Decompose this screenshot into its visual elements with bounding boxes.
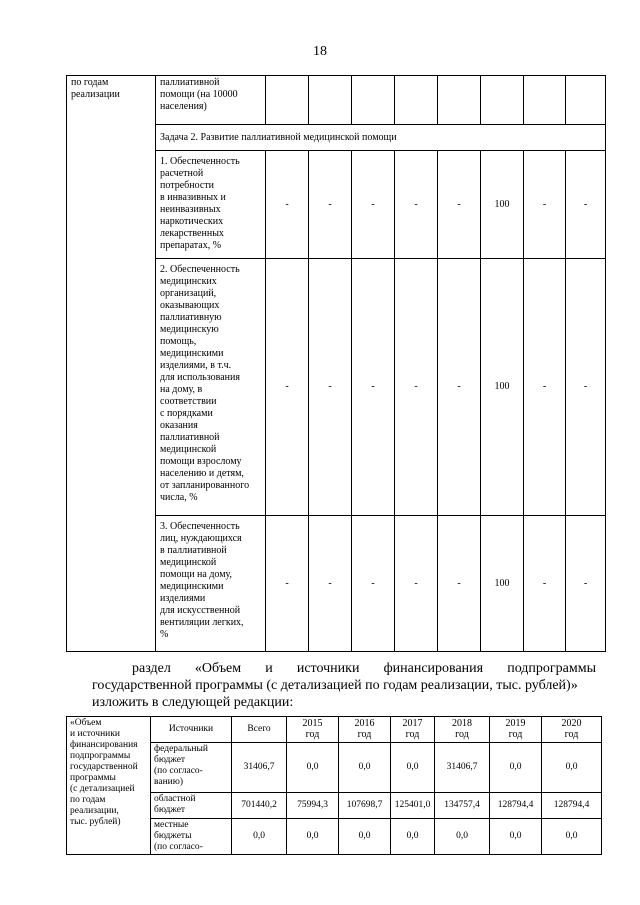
paragraph-line: государственной программы (с детализацией по годам реализации, тыс. рублей)» — [92, 678, 578, 693]
value-cell: - — [524, 516, 566, 652]
total-cell: 0,0 — [232, 819, 287, 855]
value-cell: - — [309, 151, 352, 259]
year-value-cell: 31406,7 — [435, 743, 490, 793]
total-cell: 31406,7 — [232, 743, 287, 793]
value-cell: 100 — [481, 151, 524, 259]
year-value-cell: 128794,4 — [490, 793, 542, 819]
year-value-cell: 0,0 — [490, 819, 542, 855]
year-value-cell: 128794,4 — [542, 793, 602, 819]
value-cell — [566, 76, 606, 125]
value-cell: - — [566, 151, 606, 259]
value-cell: - — [309, 259, 352, 516]
table-header-row — [67, 717, 602, 743]
value-cell: - — [438, 259, 481, 516]
indicator-label-cell: 3. Обеспеченность лиц, нуждающихся в паллиативной медицинской помощи на дому, медицинскими изделиями для искусственной вентиляции легких, % — [156, 516, 266, 652]
year-value-cell: 0,0 — [339, 819, 391, 855]
value-cell — [395, 76, 438, 125]
value-cell: - — [266, 516, 309, 652]
year-value-cell: 134757,4 — [435, 793, 490, 819]
year-value-cell: 0,0 — [339, 743, 391, 793]
paragraph-line: раздел «Объем и источники финансирования подпрограммы — [132, 661, 596, 676]
year-value-cell: 0,0 — [542, 819, 602, 855]
page-number: 18 — [313, 44, 327, 59]
year-value-cell: 75994,3 — [287, 793, 339, 819]
year-value-cell: 0,0 — [435, 819, 490, 855]
value-cell — [352, 76, 395, 125]
value-cell — [266, 76, 309, 125]
value-cell: - — [566, 516, 606, 652]
value-cell: - — [352, 259, 395, 516]
value-cell: - — [438, 516, 481, 652]
total-cell: 701440,2 — [232, 793, 287, 819]
year-value-cell: 0,0 — [287, 743, 339, 793]
year-value-cell: 0,0 — [391, 743, 435, 793]
source-cell: федеральный бюджет (по согласо- ванию) — [151, 743, 232, 793]
value-cell: - — [566, 259, 606, 516]
value-cell: 100 — [481, 516, 524, 652]
amendment-paragraph — [92, 660, 596, 711]
column-header: Источники — [151, 717, 232, 743]
value-cell — [481, 76, 524, 125]
section-label-cell: по годам реализации — [67, 76, 156, 652]
column-header: 2016 год — [339, 717, 391, 743]
value-cell: - — [352, 151, 395, 259]
value-cell: 100 — [481, 259, 524, 516]
column-header: 2017 год — [391, 717, 435, 743]
indicator-label-cell: 2. Обеспеченность медицинских организаций, оказывающих паллиативную медицинскую помощь, медицинскими изделиями, в т.ч. для использования на дому, в соответствии с порядками оказания паллиативной медицинской помощи взрослому населению и детям, от запланированного числа, % — [156, 259, 266, 516]
year-value-cell: 0,0 — [542, 743, 602, 793]
indicators-table — [66, 75, 606, 652]
value-cell: - — [438, 151, 481, 259]
source-cell: местные бюджеты (по согласо- — [151, 819, 232, 855]
value-cell: - — [395, 516, 438, 652]
value-cell: - — [266, 259, 309, 516]
column-header: 2018 год — [435, 717, 490, 743]
value-cell: - — [266, 151, 309, 259]
source-cell: областной бюджет — [151, 793, 232, 819]
year-value-cell: 107698,7 — [339, 793, 391, 819]
year-value-cell: 125401,0 — [391, 793, 435, 819]
column-header: 2015 год — [287, 717, 339, 743]
value-cell: - — [395, 259, 438, 516]
value-cell: - — [524, 259, 566, 516]
value-cell: - — [309, 516, 352, 652]
value-cell — [438, 76, 481, 125]
task-header-cell: Задача 2. Развитие паллиативной медицинской помощи — [156, 125, 606, 151]
value-cell: - — [524, 151, 566, 259]
year-value-cell: 0,0 — [490, 743, 542, 793]
year-value-cell: 0,0 — [287, 819, 339, 855]
column-header: Всего — [232, 717, 287, 743]
table-row — [67, 76, 606, 125]
column-header: 2020 год — [542, 717, 602, 743]
paragraph-line: изложить в следующей редакции: — [92, 695, 294, 710]
section-label-cell: «Объем и источники финансирования подпрограммы государственной программы (с детализацией по годам реализации, тыс. рублей) — [67, 717, 151, 855]
value-cell — [524, 76, 566, 125]
indicator-label-cell: 1. Обеспеченность расчетной потребности в инвазивных и неинвазивных наркотических лекарственных препаратах, % — [156, 151, 266, 259]
value-cell — [309, 76, 352, 125]
value-cell: - — [352, 516, 395, 652]
column-header: 2019 год — [490, 717, 542, 743]
year-value-cell: 0,0 — [391, 819, 435, 855]
indicator-label-cell: паллиативной помощи (на 10000 населения) — [156, 76, 266, 125]
value-cell: - — [395, 151, 438, 259]
financing-table — [66, 716, 602, 855]
